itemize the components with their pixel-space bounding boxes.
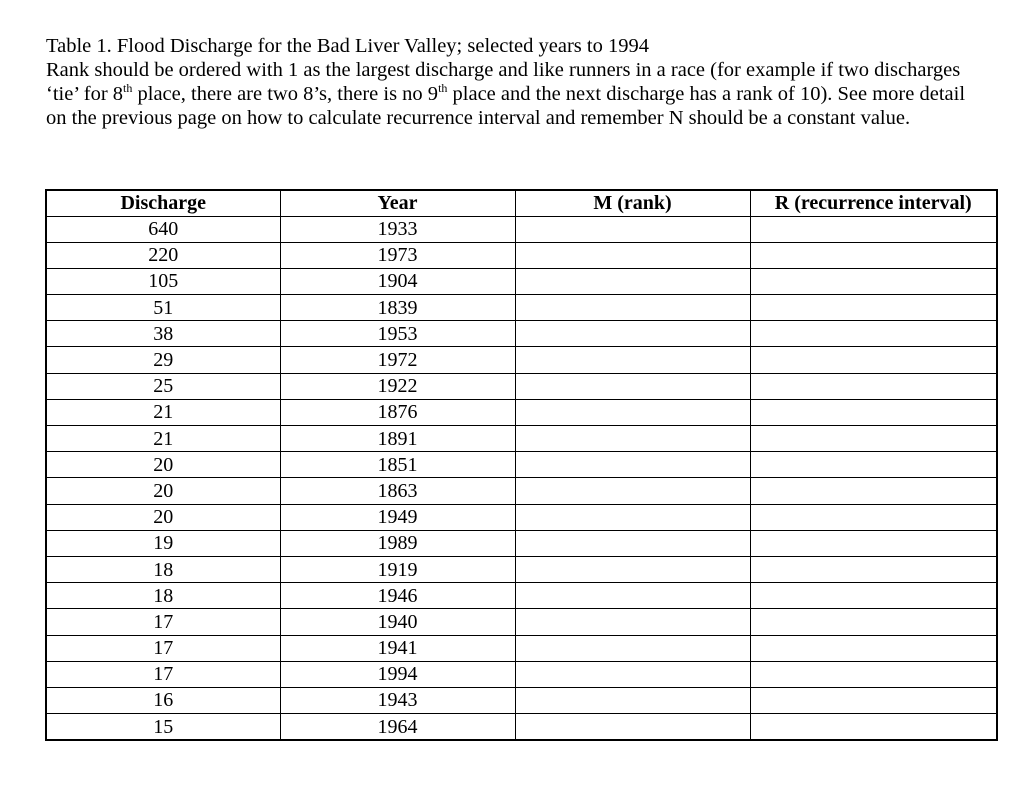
- year-cell: 1949: [280, 504, 515, 530]
- recurrence-interval-cell[interactable]: [750, 609, 997, 635]
- rank-cell[interactable]: [515, 216, 750, 242]
- recurrence-interval-cell[interactable]: [750, 478, 997, 504]
- recurrence-interval-cell[interactable]: [750, 399, 997, 425]
- rank-cell[interactable]: [515, 426, 750, 452]
- rank-cell[interactable]: [515, 556, 750, 582]
- rank-cell[interactable]: [515, 635, 750, 661]
- instructions: [46, 58, 986, 130]
- rank-cell[interactable]: [515, 399, 750, 425]
- table-body: [46, 216, 997, 740]
- superscript-th-1: th: [123, 81, 133, 95]
- table-title: Table 1. Flood Discharge for the Bad Liver Valley; selected years to 1994: [46, 35, 649, 57]
- year-cell: 1994: [280, 661, 515, 687]
- recurrence-interval-cell[interactable]: [750, 661, 997, 687]
- recurrence-interval-cell[interactable]: [750, 321, 997, 347]
- discharge-cell: 20: [46, 504, 280, 530]
- recurrence-interval-cell[interactable]: [750, 242, 997, 268]
- recurrence-interval-cell[interactable]: [750, 295, 997, 321]
- year-cell: 1851: [280, 452, 515, 478]
- superscript-th-2: th: [438, 81, 448, 95]
- discharge-cell: 29: [46, 347, 280, 373]
- discharge-cell: 17: [46, 609, 280, 635]
- discharge-cell: 18: [46, 583, 280, 609]
- recurrence-interval-cell[interactable]: [750, 373, 997, 399]
- header-recurrence-interval: R (recurrence interval): [750, 190, 997, 216]
- year-cell: 1919: [280, 556, 515, 582]
- table-row: [46, 452, 997, 478]
- year-cell: 1973: [280, 242, 515, 268]
- recurrence-interval-cell[interactable]: [750, 687, 997, 713]
- recurrence-interval-cell[interactable]: [750, 347, 997, 373]
- discharge-cell: 20: [46, 478, 280, 504]
- table-row: [46, 478, 997, 504]
- year-cell: 1839: [280, 295, 515, 321]
- discharge-cell: 17: [46, 661, 280, 687]
- header-year: Year: [280, 190, 515, 216]
- table-row: [46, 687, 997, 713]
- year-cell: 1922: [280, 373, 515, 399]
- discharge-cell: 51: [46, 295, 280, 321]
- table-row: [46, 321, 997, 347]
- discharge-cell: 15: [46, 714, 280, 741]
- table-row: [46, 295, 997, 321]
- recurrence-interval-cell[interactable]: [750, 635, 997, 661]
- recurrence-interval-cell[interactable]: [750, 556, 997, 582]
- discharge-cell: 21: [46, 426, 280, 452]
- year-cell: 1946: [280, 583, 515, 609]
- discharge-cell: 38: [46, 321, 280, 347]
- instructions-part-3: place and the next discharge has a rank of 10). See more detail on the previous page on how to calculate recurrence interval and remember N should be a constant value.: [46, 83, 966, 129]
- recurrence-interval-cell[interactable]: [750, 504, 997, 530]
- table-header-row: [46, 190, 997, 216]
- rank-cell[interactable]: [515, 452, 750, 478]
- table-row: [46, 216, 997, 242]
- rank-cell[interactable]: [515, 530, 750, 556]
- discharge-cell: 105: [46, 268, 280, 294]
- rank-cell[interactable]: [515, 478, 750, 504]
- rank-cell[interactable]: [515, 661, 750, 687]
- table-row: [46, 714, 997, 741]
- year-cell: 1941: [280, 635, 515, 661]
- discharge-cell: 20: [46, 452, 280, 478]
- table-row: [46, 556, 997, 582]
- table-row: [46, 347, 997, 373]
- table-row: [46, 635, 997, 661]
- rank-cell[interactable]: [515, 295, 750, 321]
- year-cell: 1940: [280, 609, 515, 635]
- intro-text: [46, 34, 986, 130]
- discharge-cell: 17: [46, 635, 280, 661]
- recurrence-interval-cell[interactable]: [750, 583, 997, 609]
- instructions-part-2: place, there are two 8’s, there is no 9: [132, 83, 439, 105]
- discharge-cell: 18: [46, 556, 280, 582]
- table-row: [46, 583, 997, 609]
- rank-cell[interactable]: [515, 687, 750, 713]
- rank-cell[interactable]: [515, 583, 750, 609]
- year-cell: 1876: [280, 399, 515, 425]
- rank-cell[interactable]: [515, 268, 750, 294]
- recurrence-interval-cell[interactable]: [750, 714, 997, 741]
- discharge-cell: 640: [46, 216, 280, 242]
- year-cell: 1863: [280, 478, 515, 504]
- table-row: [46, 399, 997, 425]
- recurrence-interval-cell[interactable]: [750, 426, 997, 452]
- year-cell: 1943: [280, 687, 515, 713]
- year-cell: 1972: [280, 347, 515, 373]
- table-row: [46, 242, 997, 268]
- table-row: [46, 661, 997, 687]
- rank-cell[interactable]: [515, 347, 750, 373]
- rank-cell[interactable]: [515, 373, 750, 399]
- year-cell: 1964: [280, 714, 515, 741]
- header-rank: M (rank): [515, 190, 750, 216]
- discharge-cell: 19: [46, 530, 280, 556]
- rank-cell[interactable]: [515, 609, 750, 635]
- year-cell: 1891: [280, 426, 515, 452]
- discharge-cell: 21: [46, 399, 280, 425]
- instructions-part-1: Rank should be ordered with 1 as the largest discharge and like runners in a race (for example if two discharges ‘tie’ for 8: [46, 59, 961, 105]
- table-row: [46, 268, 997, 294]
- year-cell: 1933: [280, 216, 515, 242]
- rank-cell[interactable]: [515, 714, 750, 741]
- flood-discharge-table: [45, 189, 998, 741]
- rank-cell[interactable]: [515, 321, 750, 347]
- table-row: [46, 426, 997, 452]
- year-cell: 1989: [280, 530, 515, 556]
- recurrence-interval-cell[interactable]: [750, 268, 997, 294]
- year-cell: 1904: [280, 268, 515, 294]
- table-row: [46, 530, 997, 556]
- rank-cell[interactable]: [515, 242, 750, 268]
- table-row: [46, 373, 997, 399]
- recurrence-interval-cell[interactable]: [750, 452, 997, 478]
- discharge-cell: 25: [46, 373, 280, 399]
- table-row: [46, 609, 997, 635]
- recurrence-interval-cell[interactable]: [750, 530, 997, 556]
- discharge-cell: 220: [46, 242, 280, 268]
- header-discharge: Discharge: [46, 190, 280, 216]
- rank-cell[interactable]: [515, 504, 750, 530]
- table-row: [46, 504, 997, 530]
- discharge-cell: 16: [46, 687, 280, 713]
- recurrence-interval-cell[interactable]: [750, 216, 997, 242]
- year-cell: 1953: [280, 321, 515, 347]
